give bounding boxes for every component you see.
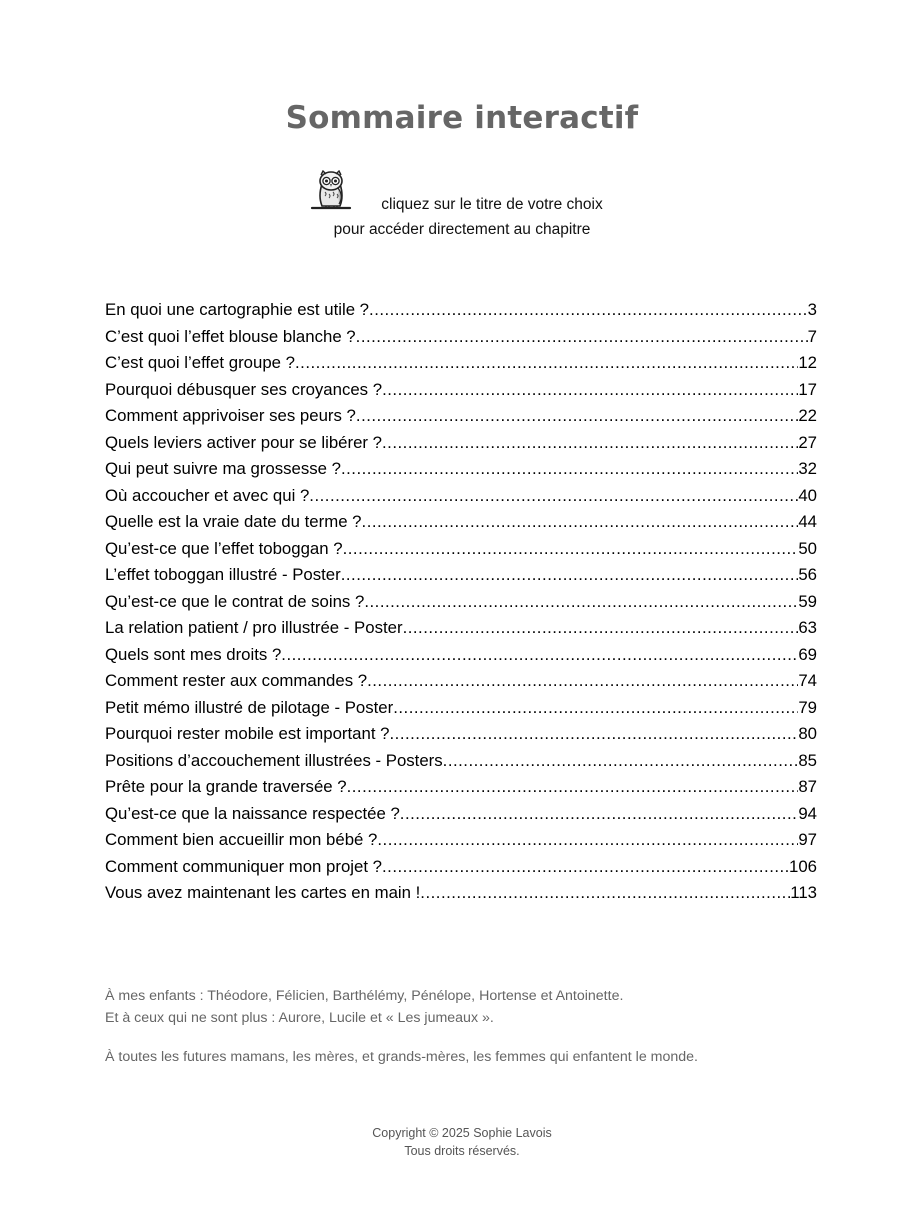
- toc-leader: [364, 592, 798, 612]
- toc-entry-page[interactable]: 97: [798, 830, 817, 849]
- toc-leader: [382, 857, 789, 877]
- toc-leader: [377, 830, 798, 850]
- toc-entry-page[interactable]: 80: [798, 724, 817, 743]
- toc-leader: [356, 327, 808, 347]
- toc-entry-title[interactable]: Pourquoi débusquer ses croyances ?: [105, 379, 383, 399]
- toc-leader: [403, 618, 799, 638]
- toc-entry[interactable]: [105, 565, 817, 592]
- toc-entry-title[interactable]: Quels leviers activer pour se libérer ?: [105, 432, 383, 452]
- toc-entry-page[interactable]: 3: [807, 300, 817, 319]
- toc-entry[interactable]: [105, 830, 817, 857]
- toc-entry-page[interactable]: 7: [807, 326, 817, 346]
- toc-entry-title[interactable]: Comment rester aux commandes ?: [105, 671, 368, 690]
- toc-entry-page[interactable]: 50: [798, 538, 817, 558]
- toc-entry[interactable]: [105, 698, 817, 725]
- toc-entry-page[interactable]: 12: [798, 353, 817, 372]
- toc-leader: [400, 804, 799, 824]
- toc-entry[interactable]: [105, 645, 817, 672]
- toc-entry-page[interactable]: 56: [798, 565, 817, 584]
- toc-entry-title[interactable]: Positions d’accouchement illustrées - Posters: [105, 750, 443, 770]
- toc-entry-page[interactable]: 27: [798, 432, 817, 452]
- toc-entry[interactable]: [105, 724, 817, 751]
- toc-leader: [382, 433, 798, 453]
- toc-entry-page[interactable]: 69: [798, 644, 817, 664]
- toc-leader: [420, 883, 790, 903]
- toc-leader: [367, 671, 798, 691]
- toc-entry[interactable]: [105, 353, 817, 380]
- toc-leader: [382, 380, 798, 400]
- toc-entry[interactable]: [105, 433, 817, 460]
- toc-entry-page[interactable]: 32: [798, 459, 817, 478]
- toc-entry-title[interactable]: En quoi une cartographie est utile ?: [105, 300, 370, 319]
- toc-entry-title[interactable]: Quels sont mes droits ?: [105, 644, 282, 664]
- toc-entry[interactable]: [105, 459, 817, 486]
- toc-entry-title[interactable]: Quelle est la vraie date du terme ?: [105, 512, 362, 531]
- toc-entry-title[interactable]: La relation patient / pro illustrée - Poster: [105, 618, 403, 637]
- toc-entry-page[interactable]: 63: [798, 618, 817, 637]
- toc-entry-title[interactable]: L’effet toboggan illustré - Poster: [105, 565, 341, 584]
- toc-entry-page[interactable]: 85: [798, 750, 817, 770]
- toc-entry[interactable]: [105, 300, 817, 327]
- toc-entry-page[interactable]: 106: [789, 856, 817, 876]
- dedication-line-2: Et à ceux qui ne sont plus : Aurore, Lucile et « Les jumeaux ».: [105, 1010, 494, 1026]
- toc-entry[interactable]: [105, 751, 817, 778]
- table-of-contents: [105, 300, 817, 910]
- toc-entry-title[interactable]: Pourquoi rester mobile est important ?: [105, 724, 390, 743]
- toc-entry-title[interactable]: C’est quoi l’effet groupe ?: [105, 353, 296, 372]
- toc-entry[interactable]: [105, 777, 817, 804]
- toc-entry-title[interactable]: Qui peut suivre ma grossesse ?: [105, 459, 341, 478]
- toc-entry-title[interactable]: Comment apprivoiser ses peurs ?: [105, 406, 356, 425]
- toc-entry[interactable]: [105, 618, 817, 645]
- page-title: Sommaire interactif: [285, 100, 639, 136]
- toc-entry-page[interactable]: 87: [798, 777, 817, 796]
- toc-leader: [369, 300, 808, 320]
- toc-entry[interactable]: [105, 380, 817, 407]
- toc-leader: [356, 406, 798, 426]
- toc-entry-page[interactable]: 59: [798, 591, 817, 611]
- toc-leader: [390, 724, 799, 744]
- toc-entry-page[interactable]: 44: [798, 512, 817, 531]
- toc-entry-title[interactable]: Petit mémo illustré de pilotage - Poster: [105, 697, 394, 717]
- toc-leader: [309, 486, 798, 506]
- toc-entry-title[interactable]: Qu’est-ce que la naissance respectée ?: [105, 803, 400, 823]
- toc-leader: [341, 459, 798, 479]
- rights-reserved-line: Tous droits réservés.: [404, 1144, 520, 1158]
- toc-entry[interactable]: [105, 592, 817, 619]
- toc-entry[interactable]: [105, 857, 817, 884]
- toc-entry-title[interactable]: C’est quoi l’effet blouse blanche ?: [105, 326, 356, 346]
- toc-entry-page[interactable]: 40: [798, 485, 817, 505]
- toc-entry[interactable]: [105, 539, 817, 566]
- toc-entry-title[interactable]: Prête pour la grande traversée ?: [105, 777, 347, 796]
- toc-leader: [393, 698, 798, 718]
- toc-entry[interactable]: [105, 406, 817, 433]
- toc-entry-title[interactable]: Qu’est-ce que l’effet toboggan ?: [105, 538, 343, 558]
- toc-leader: [443, 751, 799, 771]
- toc-entry-title[interactable]: Qu’est-ce que le contrat de soins ?: [105, 591, 365, 611]
- dedication-line-3: À toutes les futures mamans, les mères, et grands-mères, les femmes qui enfantent le monde.: [105, 1049, 698, 1065]
- toc-leader: [295, 353, 798, 373]
- toc-entry[interactable]: [105, 327, 817, 354]
- toc-entry-title[interactable]: Comment communiquer mon projet ?: [105, 856, 383, 876]
- toc-entry-page[interactable]: 79: [798, 697, 817, 717]
- toc-entry[interactable]: [105, 512, 817, 539]
- toc-entry[interactable]: [105, 671, 817, 698]
- dedication-line-1: À mes enfants : Théodore, Félicien, Barthélémy, Pénélope, Hortense et Antoinette.: [105, 988, 624, 1004]
- toc-entry-page[interactable]: 74: [798, 671, 817, 690]
- toc-entry[interactable]: [105, 486, 817, 513]
- hint-line-2: pour accéder directement au chapitre: [333, 221, 591, 238]
- toc-leader: [362, 512, 799, 532]
- toc-leader: [347, 777, 799, 797]
- toc-leader: [281, 645, 798, 665]
- toc-leader: [341, 565, 799, 585]
- toc-entry[interactable]: [105, 883, 817, 910]
- toc-entry-page[interactable]: 94: [798, 803, 817, 823]
- toc-entry[interactable]: [105, 804, 817, 831]
- toc-entry-page[interactable]: 17: [798, 379, 817, 399]
- toc-entry-title[interactable]: Comment bien accueillir mon bébé ?: [105, 830, 378, 849]
- hint-line-1: cliquez sur le titre de votre choix: [381, 196, 603, 213]
- toc-entry-title[interactable]: Où accoucher et avec qui ?: [105, 485, 310, 505]
- toc-leader: [343, 539, 799, 559]
- toc-entry-title[interactable]: Vous avez maintenant les cartes en main !: [105, 883, 421, 902]
- copyright-line: Copyright © 2025 Sophie Lavois: [372, 1126, 552, 1140]
- toc-entry-page[interactable]: 113: [790, 883, 817, 902]
- toc-entry-page[interactable]: 22: [798, 406, 817, 425]
